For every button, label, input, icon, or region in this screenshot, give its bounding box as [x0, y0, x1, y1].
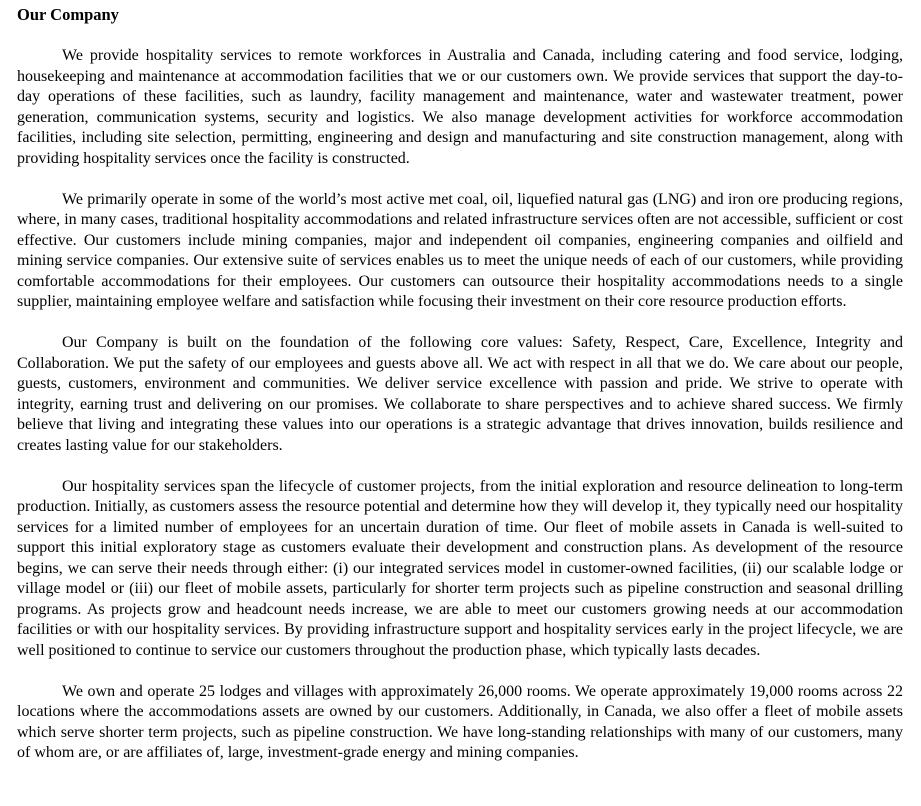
section-heading: Our Company	[17, 5, 119, 24]
paragraph-lodges-and-rooms: We own and operate 25 lodges and villages with approximately 26,000 rooms. We operate approximately 19,000 rooms across 22 locations where the accommodations assets are owned by our customers. Additionally, in Canada, we also offer a fleet of mobile assets which serve shorter term projects, such as pipeline construction. We have long-standing relationships with many of our customers, many of whom are, or are affiliates of, large, investment-grade energy and mining companies.	[17, 682, 903, 761]
paragraph-project-lifecycle: Our hospitality services span the lifecycle of customer projects, from the initial exploration and resource delineation to long-term production. Initially, as customers assess the resource potential and determine how they will develop it, they typically need our hospitality services for a limited number of employees for an uncertain duration of time. Our fleet of mobile assets in Canada is well-suited to support this initial exploratory stage as customers evaluate their development and construction plans. As development of the resource begins, we can serve their needs through either: (i) our integrated services model in customer-owned facilities, (ii) our scalable lodge or village model or (iii) our fleet of mobile assets, particularly for shorter term projects such as pipeline construction and seasonal drilling programs. As projects grow and headcount needs increase, we are able to meet our customers growing needs at our accommodation facilities or with our hospitality services. By providing infrastructure support and hospitality services early in the project lifecycle, we are well positioned to continue to service our customers throughout the production phase, which typically lasts decades.	[17, 477, 903, 659]
paragraph-core-values: Our Company is built on the foundation of the following core values: Safety, Respect, Care, Excellence, Integrity and Collaboration. We put the safety of our employees and guests above all. We act with respect in all that we do. We care about our people, guests, customers, environment and communities. We deliver service excellence with passion and pride. We strive to operate with integrity, earning trust and delivering on our promises. We collaborate to share perspectives and to achieve shared success. We firmly believe that living and integrating these values into our operations is a strategic advantage that drives innovation, builds resilience and creates lasting value for our stakeholders.	[17, 334, 903, 454]
paragraph-operating-regions: We primarily operate in some of the world’s most active met coal, oil, liquefied natural gas (LNG) and iron ore producing regions, where, in many cases, traditional hospitality accommodations and related infrastructure services often are not accessible, sufficient or cost effective. Our customers include mining companies, major and independent oil companies, engineering companies and oilfield and mining service companies. Our extensive suite of services enables us to meet the unique needs of each of our customers, while providing comfortable accommodations for their employees. Our customers can outsource their hospitality accommodations needs to a single supplier, maintaining employee welfare and satisfaction while focusing their investment on their core resource production efforts.	[17, 190, 903, 310]
paragraph-services-overview: We provide hospitality services to remote workforces in Australia and Canada, including catering and food service, lodging, housekeeping and maintenance at accommodation facilities that we or our customers own. We provide services that support the day-to-day operations of these facilities, such as laundry, facility management and maintenance, water and wastewater treatment, power generation, communication systems, security and logistics. We also manage development activities for workforce accommodation facilities, including site selection, permitting, engineering and design and manufacturing and site construction management, along with providing hospitality services once the facility is constructed.	[17, 47, 903, 167]
